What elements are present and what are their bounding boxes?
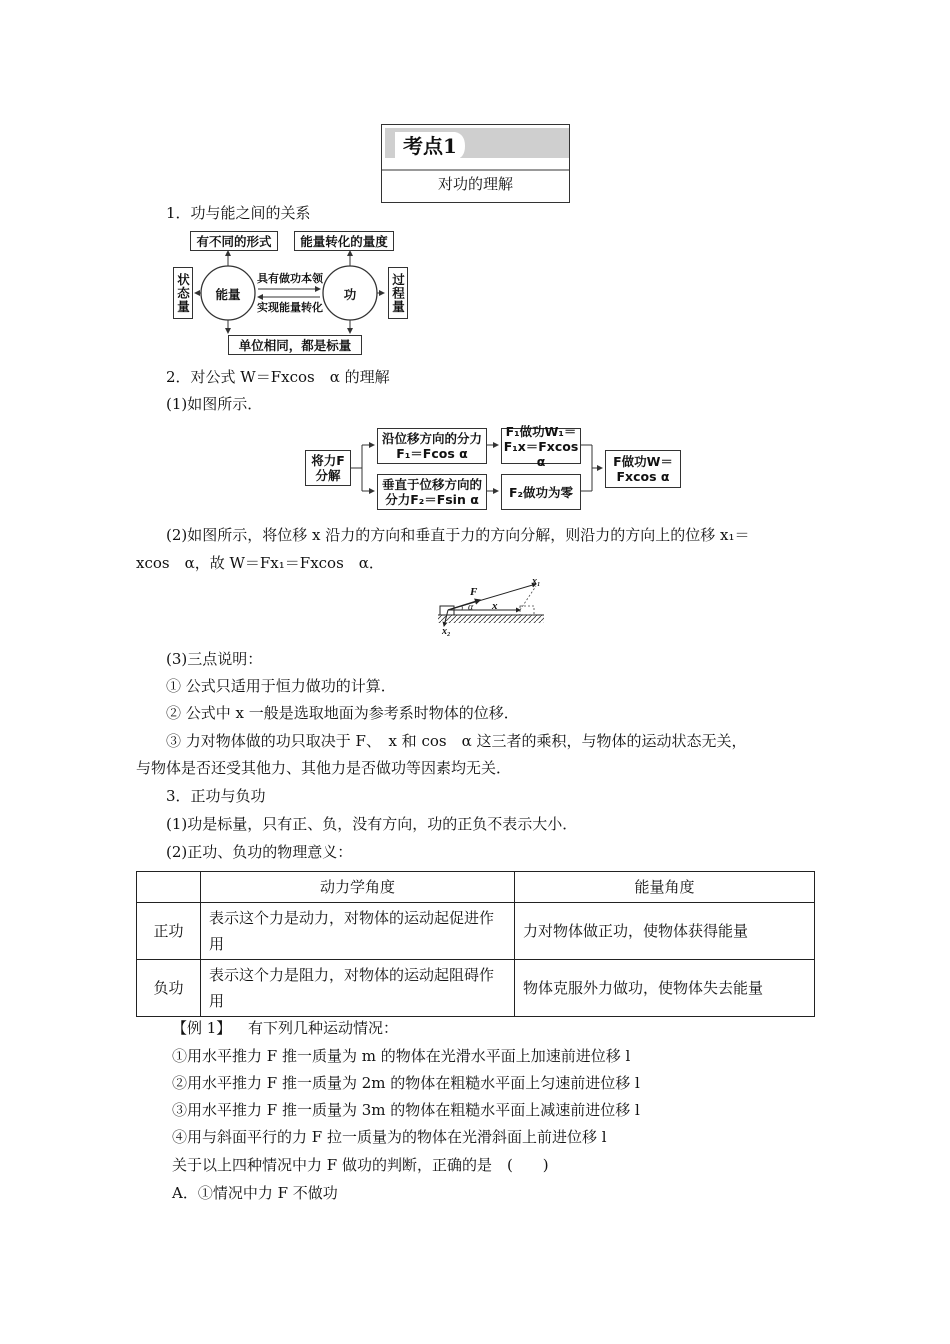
arrow-label-top: 具有做功本领 <box>257 272 323 285</box>
force-decomposition-flow <box>302 425 682 511</box>
work-sign-table <box>136 871 815 1017</box>
table-header-cell: 能量角度 <box>515 872 815 903</box>
table-cell: 力对物体做正功，使物体获得能量 <box>515 903 815 960</box>
topic-badge: 考点1 <box>403 134 457 158</box>
table-cell: 正功 <box>137 903 201 960</box>
flow-f1-work: F₁做功W₁＝F₁x＝Fxcos α <box>501 428 581 464</box>
example-item-4: ④用与斜面平行的力 F 拉一质量为的物体在光滑斜面上前进位移 l <box>172 1128 607 1146</box>
s2-note-2: ② 公式中 x 一般是选取地面为参考系时物体的位移． <box>166 704 519 722</box>
box-measure-of-conversion: 能量转化的量度 <box>294 231 394 251</box>
circle-work-label: 功 <box>343 287 357 302</box>
box-state-quantity: 状态量 <box>173 267 193 319</box>
example-intro: 有下列几种运动情况： <box>248 1019 399 1037</box>
work-energy-diagram <box>170 229 420 357</box>
example-item-3: ③用水平推力 F 推一质量为 3m 的物体在粗糙水平面上减速前进位移 l <box>172 1101 640 1119</box>
flow-parallel-component: 沿位移方向的分力F₁＝Fcos α <box>377 428 487 464</box>
box-has-forms: 有不同的形式 <box>190 231 278 251</box>
flow-start: 将力F分解 <box>305 450 351 486</box>
topic-subtitle: 对功的理解 <box>437 175 513 193</box>
table-cell: 负功 <box>137 960 201 1017</box>
example-item-1: ①用水平推力 F 推一质量为 m 的物体在光滑水平面上加速前进位移 l <box>172 1047 631 1065</box>
section-3-title: 3．正功与负功 <box>166 787 266 805</box>
fig-label-x2: x₂ <box>442 626 451 637</box>
example-label: 【例 1】 <box>172 1019 232 1037</box>
s3-p1: (1)功是标量，只有正、负，没有方向，功的正负不表示大小． <box>166 815 578 833</box>
table-header-cell <box>137 872 201 903</box>
box-process-quantity: 过程量 <box>388 267 408 319</box>
table-cell: 表示这个力是动力，对物体的运动起促进作用 <box>201 903 515 960</box>
box-same-unit: 单位相同，都是标量 <box>228 335 362 355</box>
table-row <box>137 903 815 960</box>
table-header-cell: 动力学角度 <box>201 872 515 903</box>
s2-p2-line1: (2)如图所示，将位移 x 沿力的方向和垂直于力的方向分解，则沿力的方向上的位移 x₁＝ <box>166 526 750 544</box>
s2-note-3-line2: 与物体是否还受其他力、其他力是否做功等因素均无关． <box>136 759 512 777</box>
flow-f2-work: F₂做功为零 <box>501 474 581 510</box>
flow-end: F做功W＝Fxcos α <box>605 450 681 488</box>
fig-label-alpha: α <box>468 602 474 613</box>
s2-p1: (1)如图所示． <box>166 395 263 413</box>
s2-p2-line2: xcos α，故 W＝Fx₁＝Fxcos α． <box>136 554 384 572</box>
section-2-title: 2．对公式 W＝Fxcos α 的理解 <box>166 368 390 386</box>
displacement-svg <box>436 576 546 640</box>
s2-p3: (3)三点说明： <box>166 650 263 668</box>
topic-header <box>381 124 570 203</box>
table-cell: 表示这个力是阻力，对物体的运动起阻碍作用 <box>201 960 515 1017</box>
table-header-row <box>137 872 815 903</box>
fig-label-x1: x₁ <box>532 576 541 587</box>
circle-energy-label: 能量 <box>215 287 241 302</box>
example-question: 关于以上四种情况中力 F 做功的判断，正确的是 ( ) <box>172 1156 549 1174</box>
flow-perpendicular-component: 垂直于位移方向的分力F₂＝Fsin α <box>377 474 487 510</box>
arrow-label-bottom: 实现能量转化 <box>257 301 323 314</box>
s2-note-1: ① 公式只适用于恒力做功的计算． <box>166 677 396 695</box>
s2-note-3-line1: ③ 力对物体做的功只取决于 F、 x 和 cos α 这三者的乘积，与物体的运动状态无关， <box>166 732 747 750</box>
table-cell: 物体克服外力做功，使物体失去能量 <box>515 960 815 1017</box>
fig-label-f: F <box>470 586 478 598</box>
fig-label-x: x <box>492 600 498 612</box>
displacement-figure <box>436 576 546 640</box>
table-row <box>137 960 815 1017</box>
section-1-title: 1．功与能之间的关系 <box>166 204 311 222</box>
example-option-a: A．①情况中力 F 不做功 <box>172 1184 338 1202</box>
s3-p2: (2)正功、负功的物理意义： <box>166 843 353 861</box>
example-item-2: ②用水平推力 F 推一质量为 2m 的物体在粗糙水平面上匀速前进位移 l <box>172 1074 640 1092</box>
